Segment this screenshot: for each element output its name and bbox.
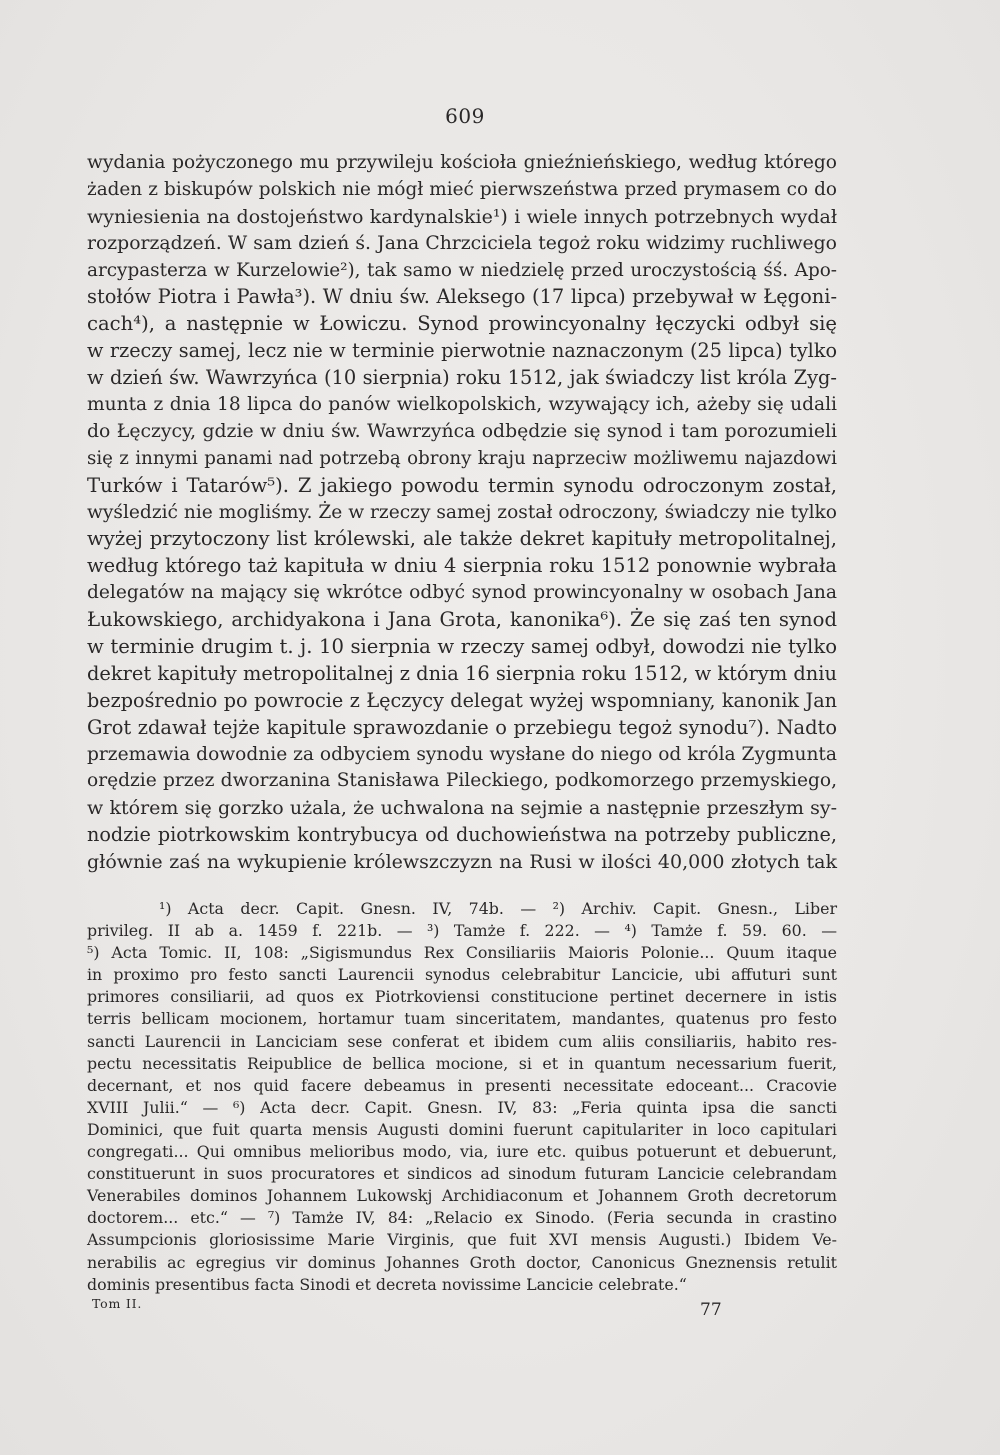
text-line: w którem się gorzko użala, że uchwalona na sejmie a następnie przeszłym sy- (87, 797, 837, 820)
footnote-line: pectu necessitatis Reipublice de bellica mocione, si et in quantum necessarium fuerit, (87, 1053, 837, 1073)
footnote-line: terris bellicam mocionem, hortamur tuam sinceritatem, mandantes, quatenus pro festo (87, 1009, 837, 1029)
footnote-line: nerabilis ac egregius vir dominus Johannes Groth doctor, Canonicus Gneznensis retulit (87, 1252, 837, 1272)
footnote-line: Venerabiles dominos Johannem Lukowskj Archidiaconum et Johannem Groth decretorum (87, 1186, 837, 1206)
text-line: w terminie drugim t. j. 10 sierpnia w rzeczy samej odbył, dowodzi nie tylko (87, 635, 837, 659)
text-line: delegatów na mający się wkrótce odbyć synod prowincyonalny w osobach Jana (87, 582, 837, 604)
text-line: do Łęczycy, gdzie w dniu św. Wawrzyńca odbędzie się synod i tam porozumieli (87, 420, 837, 442)
footnote-line: decernant, et nos quid facere debeamus in presenti necessitate edoceant... Cracovie (87, 1075, 837, 1095)
volume-signature: Tom II. (92, 1296, 143, 1311)
text-line: Łukowskiego, archidyakona i Jana Grota, kanonika⁶). Że się zaś ten synod (87, 608, 837, 632)
text-line: Grot zdawał tejże kapitule sprawozdanie o przebiegu tegoż synodu⁷). Nadto (87, 715, 837, 739)
text-line: żaden z biskupów polskich nie mógł mieć pierwszeństwa przed prymasem co do (87, 178, 837, 200)
text-line: wyżej przytoczony list królewski, ale także dekret kapituły metropolitalnej, (87, 527, 837, 551)
footnote-line: congregati... Qui omnibus melioribus modo, via, iure etc. quibus potuerunt et debuerunt, (87, 1142, 837, 1162)
text-line: się z innymi panami nad potrzebą obrony kraju naprzeciw możliwemu najazdowi (87, 447, 837, 469)
text-line: wyniesienia na dostojeństwo kardynalskie¹) i wiele innych potrzebnych wydał (87, 205, 837, 228)
footnote-line: privileg. II ab a. 1459 f. 221b. — ³) Tamże f. 222. — ⁴) Tamże f. 59. 60. — (87, 921, 837, 941)
text-line: wyśledzić nie mogliśmy. Że w rzeczy samej został odroczony, świadczy nie tylko (87, 501, 837, 523)
text-line: orędzie przez dworzanina Stanisława Pileckiego, podkomorzego przemyskiego, (87, 770, 837, 792)
footnotes (87, 898, 837, 1296)
footnote-line: ⁵) Acta Tomic. II, 108: „Sigismundus Rex Consiliariis Maioris Polonie... Quum itaque (87, 943, 837, 963)
footnote-line: Dominici, que fuit quarta mensis Augusti domini fuerunt capitulariter in loco capitulari (87, 1119, 837, 1139)
text-line: arcypasterza w Kurzelowie²), tak samo w niedzielę przed uroczystością śś. Apo- (87, 259, 837, 281)
footnote-line: sancti Laurencii in Lanciciam sese conferat et ibidem cum aliis consiliariis, habito res- (87, 1031, 837, 1051)
text-line: stołów Piotra i Pawła³). W dniu św. Aleksego (17 lipca) przebywał w Łęgoni- (87, 285, 837, 309)
text-line: rozporządzeń. W sam dzień ś. Jana Chrzciciela tegoż roku widzimy ruchliwego (87, 232, 837, 254)
footnote-line: doctorem... etc.“ — ⁷) Tamże IV, 84: „Relacio ex Sinodo. (Feria secunda in crastino (87, 1208, 837, 1228)
text-line: w dzień św. Wawrzyńca (10 sierpnia) roku 1512, jak świadczy list króla Zyg- (87, 366, 837, 390)
text-line: Turków i Tatarów⁵). Z jakiego powodu termin synodu odroczonym został, (87, 473, 837, 497)
footnote-line: XVIII Julii.“ — ⁶) Acta decr. Capit. Gnesn. IV, 83: „Feria quinta ipsa die sancti (87, 1097, 837, 1117)
text-line: munta z dnia 18 lipca do panów wielkopolskich, wzywający ich, ażeby się udali (87, 394, 837, 416)
text-line: bezpośrednio po powrocie z Łęczycy delegat wyżej wspomniany, kanonik Jan (87, 688, 837, 712)
footnote-line: dominis presentibus facta Sinodi et decreta novissime Lancicie celebrate.“ (87, 1274, 687, 1294)
footnote-line: primores consiliarii, ad quos ex Piotrkoviensi constitucione pertinet decernere in istis (87, 987, 837, 1007)
sheet-signature: 77 (700, 1300, 722, 1320)
page-number: 609 (445, 104, 485, 128)
text-line: głównie zaś na wykupienie królewszczyzn na Rusi w ilości 40,000 złotych tak (87, 851, 837, 874)
footnote-line: in proximo pro festo sancti Laurencii synodus celebrabitur Lancicie, ubi affuturi sunt (87, 965, 837, 985)
text-line: wydania pożyczonego mu przywileju kościoła gnieźnieńskiego, według którego (87, 152, 837, 173)
footnote-line: Assumpcionis gloriosissime Marie Virginis, que fuit XVI mensis Augusti.) Ibidem Ve- (87, 1230, 837, 1250)
text-line: nodzie piotrkowskim kontrybucya od duchowieństwa na potrzeby publiczne, (87, 823, 837, 847)
main-text (87, 150, 837, 876)
footnote-line: ¹) Acta decr. Capit. Gnesn. IV, 74b. — ²) Archiv. Capit. Gnesn., Liber (159, 899, 837, 918)
text-line: dekret kapituły metropolitalnej z dnia 16 sierpnia roku 1512, w którym dniu (87, 661, 837, 685)
text-line: cach⁴), a następnie w Łowiczu. Synod prowincyonalny łęczycki odbył się (87, 312, 837, 336)
footnote-line: constituerunt in suos procuratores et sindicos ad sinodum futuram Lancicie celebrandam (87, 1164, 837, 1184)
text-line: według którego taż kapituła w dniu 4 sierpnia roku 1512 ponownie wybrała (87, 554, 837, 578)
text-line: przemawia dowodnie za odbyciem synodu wysłane do niego od króla Zygmunta (87, 743, 837, 765)
text-line: w rzeczy samej, lecz nie w terminie pierwotnie naznaczonym (25 lipca) tylko (87, 339, 837, 363)
